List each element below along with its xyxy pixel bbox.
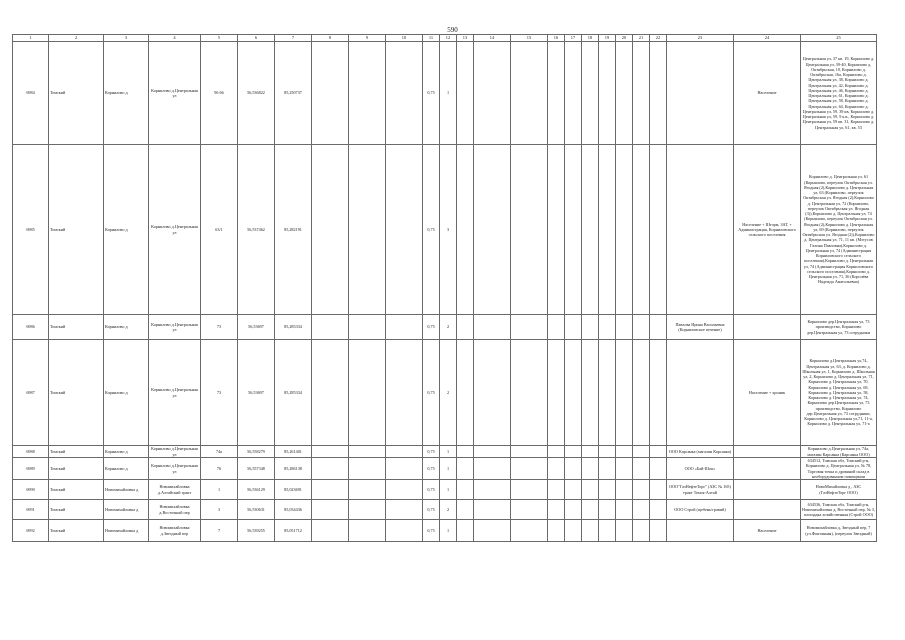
empty-cell [650,480,667,500]
empty-cell [349,520,386,542]
empty-cell [633,340,650,446]
latitude-cell: 56,537462 [238,145,275,315]
empty-cell [633,446,650,458]
owner-cell [667,145,734,315]
purpose-cell [734,315,801,340]
purpose-cell: Население + Шторм, ЗАТ, + Администрация, Корниловского сельского поселения [734,145,801,315]
served-objects-cell: Корнилово дер.Центральная ул, 73 производство, Корнилово дер.Центральная ул, 73 сотрудники [801,315,877,340]
table-row [13,520,877,542]
locality-cell: Новомихайловка д [104,520,149,542]
house-cell: 3 [201,500,238,520]
empty-cell [582,458,599,480]
empty-cell [565,340,582,446]
empty-cell [511,480,548,500]
empty-cell [386,340,423,446]
empty-cell [386,315,423,340]
locality-cell: Новомихайловка д [104,480,149,500]
empty-cell [582,446,599,458]
empty-cell [511,500,548,520]
area-cell: 0,75 [423,520,440,542]
container-count-cell: 1 [440,520,457,542]
column-number: 23 [667,35,734,42]
empty-cell [349,500,386,520]
empty-cell [349,458,386,480]
table-row [13,42,877,145]
column-number: 19 [599,35,616,42]
empty-cell [511,315,548,340]
district-cell: Томский [49,520,104,542]
address-cell: Корнилово д.Центральная ул [149,315,201,340]
header-row [13,35,877,42]
empty-cell [599,340,616,446]
empty-cell [474,145,511,315]
column-number: 13 [457,35,474,42]
empty-cell [312,315,349,340]
empty-cell [616,458,633,480]
empty-cell [312,145,349,315]
purpose-cell [734,458,801,480]
longitude-cell: 85,282191 [275,145,312,315]
empty-cell [616,145,633,315]
container-count-cell: 1 [440,458,457,480]
empty-cell [650,145,667,315]
empty-cell [633,42,650,145]
longitude-cell: 85,051712 [275,520,312,542]
district-cell: Томский [49,446,104,458]
locality-cell: Новомихайловка д [104,500,149,520]
container-count-cell: 2 [440,315,457,340]
address-cell: Корнилово д.Центральная ул [149,446,201,458]
empty-cell [457,315,474,340]
served-objects-cell: Корнилово д. Центральная ул, 61 (Корнилово, переулок Октябрьская ул. Ягодная (2),Корнилово д. Центральная ул, 63 (Корнилово, переулок Октябрьская ул. Ягодная (2),Корнилово д. Центральная ул, 72 (Корнилово, переулок Октябрьская ул. Ягодная (3)),Корнилово д. Центральная ул, 74 (Корнилово, переулок Октябрьская ул. Ягодная (2),Корнилово д. Центральная ул, 69 (Корнилово, переулок Октябрьская ул. Ягодная (2)),Корнилово д. Центральная ул, 71, 11 кв. (Мэтусов Галина Павловна),Корнилово д. Центральная ул, 74 (Администрация Корниловского сельского поселения),Корнилово д. Центральная ул, 74 (Администрация Корниловского сельского поселения),Корнилово д. Центральная ул, 71, 36 (Королёва Надежда Анатольевна) [801,145,877,315]
served-objects-cell: 634536, Томская обл, Томский р-н, Новомихайловка д, Восточный пер, № 3, площадка хозяйственная (Строй ООО) [801,500,877,520]
empty-cell [599,500,616,520]
latitude-cell: 56,53697 [238,315,275,340]
empty-cell [599,145,616,315]
district-cell: Томский [49,458,104,480]
empty-cell [349,340,386,446]
district-cell: Томский [49,340,104,446]
served-objects-cell: Корнилово д.Центральная ул, 74а, магазин Карсанка (Карсанка ООО) [801,446,877,458]
column-number: 25 [801,35,877,42]
empty-cell [312,500,349,520]
area-cell: 0,75 [423,458,440,480]
empty-cell [312,42,349,145]
row-number: 6987 [13,340,49,446]
served-objects-cell: Корнилово д.Центральная ул,74, Центральная ул, 63, д. Корнилово д. Школьная ул, 1, Корнилово д. Школьная ул, 2, Корнилово д. Центральная ул, 71, Корнилово д. Центральная ул, 70, Корнилово д. Центральная ул, 69, Корнилово д. Центральная ул, 58, Корнилово д. Центральная ул, 74, Корнилово дер.Центральная ул, 73 производство, Корнилово дер.Центральная ул, 73 сотрудники, Корнилово д. Центральная ул,71, 11-а, Корнилово д. Центральная ул, 71-а [801,340,877,446]
area-cell: 0,75 [423,340,440,446]
locality-cell: Корнилово д [104,458,149,480]
empty-cell [565,520,582,542]
empty-cell [474,42,511,145]
row-number: 6985 [13,145,49,315]
column-number: 10 [386,35,423,42]
empty-cell [457,145,474,315]
empty-cell [457,480,474,500]
empty-cell [474,340,511,446]
column-number: 16 [548,35,565,42]
district-cell: Томский [49,500,104,520]
house-cell: 74а [201,446,238,458]
empty-cell [548,145,565,315]
column-number: 5 [201,35,238,42]
empty-cell [548,446,565,458]
locality-cell: Корнилово д [104,42,149,145]
empty-cell [548,480,565,500]
empty-cell [474,458,511,480]
empty-cell [616,315,633,340]
longitude-cell: 85,034436 [275,500,312,520]
empty-cell [565,315,582,340]
column-number: 20 [616,35,633,42]
served-objects-cell: Центральная ул, 37 кв. 19, Корнилово д. Центральная ул, 39-40, Корнилово д. Октябрьская, 10, Корнилово д. Октябрьская, 16а, Корнилово д. Центральная ул, 38, Корнилово д. Центральная ул, 42, Корнилово д. Центральная ул, 46, Корнилово д. Центральная ул, 61, Корнилово д. Центральная ул, 58, Корнилово д. Центральная ул, 64, Корнилово д. Центральная ул, 59. 39 кв, Корнилово д. Центральная ул, 59, 9 к.в., Корнилово д. Центральная ул, 59 кв. 31, Корнилово д. Центральная ул, 61, кв. 53 [801,42,877,145]
container-count-cell: 3 [440,145,457,315]
latitude-cell: 56,557348 [238,458,275,480]
column-number: 6 [238,35,275,42]
house-cell: 73 [201,340,238,446]
latitude-cell: 56,539255 [238,520,275,542]
empty-cell [386,458,423,480]
empty-cell [616,340,633,446]
empty-cell [457,446,474,458]
longitude-cell: 85,250737 [275,42,312,145]
empty-cell [474,446,511,458]
empty-cell [349,446,386,458]
table-row [13,145,877,315]
empty-cell [457,340,474,446]
column-number: 18 [582,35,599,42]
empty-cell [599,520,616,542]
empty-cell [582,520,599,542]
area-cell: 0,75 [423,145,440,315]
empty-cell [650,315,667,340]
column-number: 4 [149,35,201,42]
empty-cell [386,480,423,500]
empty-cell [386,446,423,458]
empty-cell [548,340,565,446]
column-number: 2 [49,35,104,42]
empty-cell [650,458,667,480]
owner-cell: Павлова Ирина Васильевна (Корниловское печение) [667,315,734,340]
latitude-cell: 56,536822 [238,42,275,145]
empty-cell [386,520,423,542]
empty-cell [511,446,548,458]
owner-cell [667,520,734,542]
owner-cell: ООО «Бай-Шоп» [667,458,734,480]
owner-cell: ООО"ГазНефтеТорг" (АЗС № 165) тракт Томск-Алтай [667,480,734,500]
address-cell: Новомихайловка д.Звездный пер [149,520,201,542]
column-number: 24 [734,35,801,42]
purpose-cell [734,480,801,500]
empty-cell [565,500,582,520]
purpose-cell [734,500,801,520]
locality-cell: Корнилово д [104,340,149,446]
empty-cell [582,315,599,340]
house-cell: 96 66 [201,42,238,145]
empty-cell [312,340,349,446]
empty-cell [457,42,474,145]
empty-cell [633,315,650,340]
owner-cell [667,42,734,145]
empty-cell [650,520,667,542]
purpose-cell: Население + хроник [734,340,801,446]
empty-cell [511,458,548,480]
house-cell: 63/1 [201,145,238,315]
empty-cell [565,145,582,315]
empty-cell [599,458,616,480]
empty-cell [349,480,386,500]
district-cell: Томский [49,480,104,500]
empty-cell [582,145,599,315]
address-cell: Корнилово д.Центральная ул [149,340,201,446]
empty-cell [457,458,474,480]
column-number: 9 [349,35,386,42]
table-row [13,480,877,500]
empty-cell [633,480,650,500]
empty-cell [548,458,565,480]
table-row [13,500,877,520]
address-cell: Новомихайловка д.Алтайский тракт [149,480,201,500]
empty-cell [511,520,548,542]
empty-cell [457,520,474,542]
column-number: 11 [423,35,440,42]
latitude-cell: 56,558279 [238,446,275,458]
empty-cell [650,500,667,520]
page-number: 590 [447,26,458,34]
purpose-cell: Население [734,520,801,542]
district-cell: Томский [49,42,104,145]
empty-cell [599,315,616,340]
table-row [13,315,877,340]
empty-cell [474,520,511,542]
longitude-cell: 85,285334 [275,315,312,340]
row-number: 6986 [13,315,49,340]
empty-cell [312,480,349,500]
empty-cell [582,42,599,145]
empty-cell [548,315,565,340]
latitude-cell: 56,536129 [238,480,275,500]
locality-cell: Корнилово д [104,446,149,458]
owner-cell: ООО Карсанка (магазин Карсанка) [667,446,734,458]
served-objects-cell: НовоМихайловка д , АЗС (ГазНефтеТорг ООО) [801,480,877,500]
district-cell: Томский [49,145,104,315]
empty-cell [349,42,386,145]
area-cell: 0,75 [423,500,440,520]
empty-cell [312,520,349,542]
empty-cell [616,520,633,542]
container-count-cell: 1 [440,446,457,458]
empty-cell [565,458,582,480]
purpose-cell: Население [734,42,801,145]
column-number: 17 [565,35,582,42]
empty-cell [599,42,616,145]
column-number: 14 [474,35,511,42]
empty-cell [349,145,386,315]
empty-cell [565,480,582,500]
row-number: 6990 [13,480,49,500]
container-count-cell: 2 [440,500,457,520]
empty-cell [548,42,565,145]
empty-cell [633,145,650,315]
empty-cell [565,446,582,458]
column-number: 15 [511,35,548,42]
address-cell: Корнилово д.Центральная ул [149,458,201,480]
empty-cell [599,446,616,458]
table-row [13,458,877,480]
empty-cell [616,42,633,145]
empty-cell [633,458,650,480]
served-objects-cell: Новомихайловка д, Звездный пер, 7 (ул.Фонтанная), (переулок Звездный) [801,520,877,542]
area-cell: 0,75 [423,480,440,500]
container-count-cell: 1 [440,42,457,145]
empty-cell [386,500,423,520]
area-cell: 0,75 [423,446,440,458]
empty-cell [474,480,511,500]
empty-cell [616,446,633,458]
longitude-cell: 85,261401 [275,446,312,458]
longitude-cell: 85,285334 [275,340,312,446]
empty-cell [457,500,474,520]
empty-cell [511,340,548,446]
row-number: 6992 [13,520,49,542]
empty-cell [474,500,511,520]
empty-cell [548,500,565,520]
empty-cell [650,340,667,446]
row-number: 6991 [13,500,49,520]
column-number: 7 [275,35,312,42]
house-cell: 76 [201,458,238,480]
house-cell: 73 [201,315,238,340]
container-count-cell: 1 [440,480,457,500]
empty-cell [386,42,423,145]
house-cell: 1 [201,480,238,500]
empty-cell [616,480,633,500]
empty-cell [582,500,599,520]
table-row [13,446,877,458]
empty-cell [474,315,511,340]
empty-cell [582,340,599,446]
row-number: 6988 [13,446,49,458]
empty-cell [511,42,548,145]
column-number: 3 [104,35,149,42]
column-number: 8 [312,35,349,42]
empty-cell [565,42,582,145]
locality-cell: Корнилово д [104,145,149,315]
empty-cell [633,500,650,520]
longitude-cell: 85,286138 [275,458,312,480]
latitude-cell: 56,530631 [238,500,275,520]
empty-cell [650,42,667,145]
empty-cell [312,446,349,458]
address-cell: Корнилово д.Центральная ул [149,145,201,315]
owner-cell: ООО Строй (щебень/гравий) [667,500,734,520]
latitude-cell: 56,53697 [238,340,275,446]
column-number: 21 [633,35,650,42]
area-cell: 0,75 [423,42,440,145]
locality-cell: Корнилово д [104,315,149,340]
empty-cell [633,520,650,542]
area-cell: 0,75 [423,315,440,340]
district-cell: Томский [49,315,104,340]
empty-cell [650,446,667,458]
table-row [13,340,877,446]
empty-cell [312,458,349,480]
empty-cell [599,480,616,500]
empty-cell [582,480,599,500]
empty-cell [616,500,633,520]
empty-cell [548,520,565,542]
row-number: 6989 [13,458,49,480]
register-table [12,34,877,542]
owner-cell [667,340,734,446]
served-objects-cell: 634512, Томская обл, Томский р-н, Корнилово д. Центральная ул, № 78, Торговая точка и дровяной склад в необорудованном помещении [801,458,877,480]
column-number: 22 [650,35,667,42]
purpose-cell [734,446,801,458]
row-number: 6984 [13,42,49,145]
longitude-cell: 85,023691 [275,480,312,500]
empty-cell [386,145,423,315]
empty-cell [349,315,386,340]
address-cell: Новомихайловка д.Восточный пер [149,500,201,520]
house-cell: 7 [201,520,238,542]
column-number: 12 [440,35,457,42]
column-number: 1 [13,35,49,42]
container-count-cell: 2 [440,340,457,446]
empty-cell [511,145,548,315]
address-cell: Корнилово д.Центральная ул [149,42,201,145]
